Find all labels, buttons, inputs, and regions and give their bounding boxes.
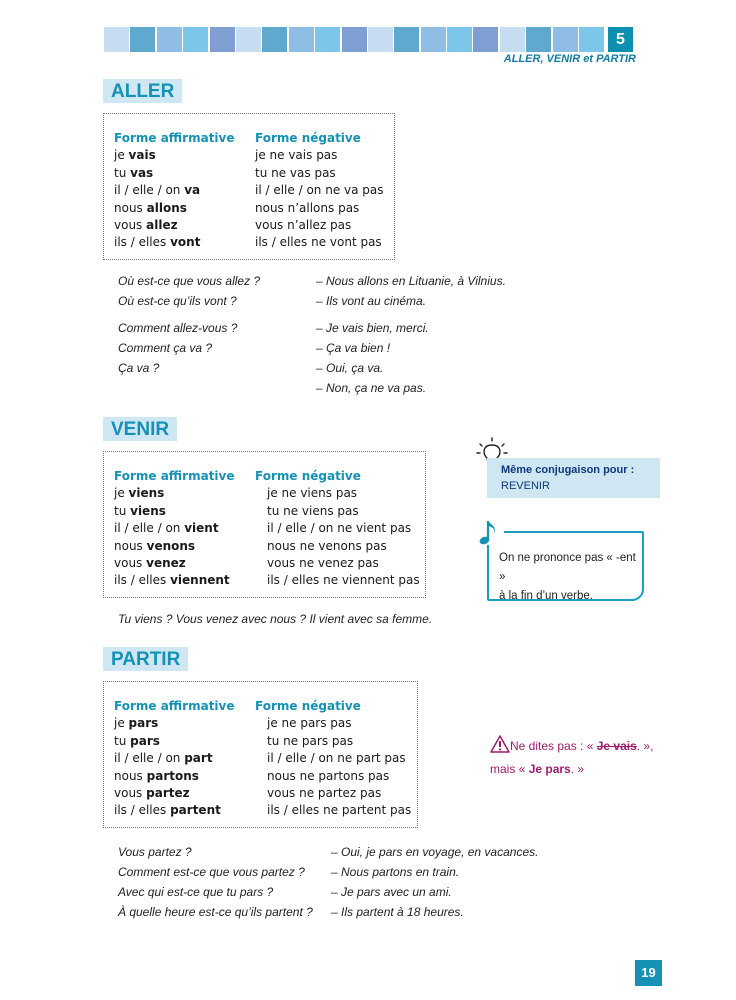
affirmative-row [114,555,235,572]
affirmative-row [114,217,235,234]
negative-row: nous ne partons pas [267,768,390,783]
warning-prefix: Ne dites pas : « [510,739,597,753]
example-line: Comment ça va ? [118,341,213,355]
music-note-icon [476,515,504,549]
verb-form: vas [130,165,154,180]
negative-row: nous ne venons pas [267,538,387,553]
pronoun: je [114,716,129,731]
examples-answers-partir [331,842,538,922]
strip-cell [157,27,182,52]
conjugation-table-venir [103,451,426,598]
section-title-aller: ALLER [103,79,182,103]
negative-row: nous n’allons pas [255,200,360,215]
pronoun: nous [114,768,147,783]
negative-row: vous ne venez pas [267,556,379,571]
example-line: – Je vais bien, merci. [316,321,429,335]
example-line: Ça va ? [118,361,160,375]
strip-cell [315,27,340,52]
affirmative-row [114,572,235,589]
negative-rows [255,715,411,819]
pronoun: je [114,486,129,501]
verb-form: pars [130,733,160,748]
page-number: 19 [635,960,662,986]
strip-cell [289,27,314,52]
example-line: Avec qui est-ce que tu pars ? [118,885,274,899]
affirmative-row [114,200,235,217]
conjugation-table-aller [103,113,395,260]
negative-row: vous n’allez pas [255,218,352,233]
pronunciation-line-1: On ne prononce pas « -ent » [499,552,636,583]
examples-questions-partir [118,842,313,922]
example-line: – Ça va bien ! [316,341,391,355]
verb-form: venez [146,556,186,571]
example-line: Où est-ce qu’ils vont ? [118,294,237,308]
pronunciation-line-2: à la fin d’un verbe. [499,590,593,602]
negative-row: il / elle / on ne vient pas [267,521,412,536]
negative-header: Forme négative [255,699,361,713]
negative-column [255,468,420,590]
pronoun: nous [114,200,147,215]
strip-cell [447,27,472,52]
verb-form: va [184,183,201,198]
conjugation-table-partir [103,681,418,828]
negative-row: vous ne partez pas [267,786,382,801]
tip-title: Même conjugaison pour : [501,464,635,476]
verb-form: viennent [170,573,230,588]
strip-cell [394,27,419,52]
negative-row: il / elle / on ne part pas [267,751,406,766]
strip-cell [368,27,393,52]
negative-header: Forme négative [255,131,361,145]
negative-column [255,130,384,252]
chapter-number: 5 [608,27,633,52]
negative-row: je ne pars pas [267,716,352,731]
example-line: – Non, ça ne va pas. [316,381,427,395]
example-line: – Nous partons en train. [331,865,460,879]
verb-form: venons [146,538,196,553]
negative-row: tu ne viens pas [267,503,359,518]
affirmative-row [114,165,235,182]
affirmative-column [114,698,235,820]
pronoun: vous [114,218,147,233]
strip-cell [262,27,287,52]
example-line: – Je pars avec un ami. [331,885,452,899]
affirmative-header: Forme affirmative [114,469,235,483]
negative-row: tu ne pars pas [267,733,354,748]
affirmative-row [114,733,235,750]
pronoun: il / elle / on [114,751,185,766]
strip-cell [130,27,155,52]
affirmative-row [114,520,235,537]
example-line: – Oui, je pars en voyage, en vacances. [331,845,539,859]
example-line: – Nous allons en Lituanie, à Vilnius. [316,274,506,288]
section-title-partir: PARTIR [103,647,188,671]
verb-form: vais [128,148,156,163]
affirmative-row [114,750,235,767]
affirmative-column [114,130,235,252]
negative-row: tu ne vas pas [255,165,336,180]
verb-form: vont [170,235,201,250]
example-line: Comment allez-vous ? [118,321,238,335]
affirmative-rows [114,715,235,819]
warning-wrong-form: Je vais [596,739,637,753]
pronunciation-note [487,531,644,601]
example-line: Où est-ce que vous allez ? [118,274,261,288]
pronoun: tu [114,733,131,748]
verb-form: allons [146,200,187,215]
header-color-strip [104,27,605,52]
warning-right-form: Je pars [528,762,571,776]
negative-row: ils / elles ne partent pas [267,803,412,818]
affirmative-row [114,715,235,732]
warning-prefix-2: mais « [490,762,529,776]
example-line: À quelle heure est-ce qu’ils partent ? [118,905,313,919]
negative-rows [255,147,384,251]
affirmative-rows [114,147,235,251]
strip-cell [473,27,498,52]
affirmative-row [114,785,235,802]
affirmative-rows [114,485,235,589]
verb-form: viens [128,486,165,501]
negative-header: Forme négative [255,469,361,483]
negative-rows [255,485,420,589]
examples-questions-aller [118,271,260,378]
affirmative-column [114,468,235,590]
tip-text: REVENIR [501,480,550,492]
warning-note [490,735,653,781]
negative-column [255,698,411,820]
affirmative-header: Forme affirmative [114,131,235,145]
example-line: Comment est-ce que vous partez ? [118,865,305,879]
pronoun: tu [114,503,131,518]
affirmative-row [114,768,235,785]
verb-form: pars [128,716,159,731]
verb-form: partons [146,768,199,783]
example-line: – Ils partent à 18 heures. [331,905,464,919]
negative-row: je ne viens pas [267,486,358,501]
pronoun: il / elle / on [114,521,185,536]
warning-mid: . », [636,739,654,753]
affirmative-row [114,503,235,520]
negative-row: je ne vais pas [255,148,338,163]
pronoun: vous [114,786,147,801]
verb-form: viens [130,503,166,518]
strip-cell [104,27,129,52]
negative-row: il / elle / on ne va pas [255,183,384,198]
tip-box [487,458,660,498]
negative-row: ils / elles ne vont pas [255,235,382,250]
negative-row: ils / elles ne viennent pas [267,573,420,588]
strip-cell [553,27,578,52]
warning-suffix: . » [570,762,585,776]
affirmative-header: Forme affirmative [114,699,235,713]
example-venir: Tu viens ? Vous venez avec nous ? Il vient avec sa femme. [118,612,433,626]
strip-cell [421,27,446,52]
pronoun: ils / elles [114,235,171,250]
section-title-venir: VENIR [103,417,177,441]
verb-form: vient [184,521,219,536]
verb-form: partez [146,786,190,801]
affirmative-row [114,147,235,164]
pronoun: tu [114,165,131,180]
strip-cell [236,27,261,52]
verb-form: part [184,751,213,766]
affirmative-row [114,538,235,555]
example-line: Vous partez ? [118,845,192,859]
warning-icon [490,735,510,753]
strip-cell [579,27,604,52]
strip-cell [500,27,525,52]
affirmative-row [114,182,235,199]
pronoun: nous [114,538,147,553]
affirmative-row [114,802,235,819]
pronoun: ils / elles [114,803,171,818]
pronoun: je [114,148,129,163]
affirmative-row [114,234,235,251]
example-line: – Ils vont au cinéma. [316,294,427,308]
pronoun: vous [114,556,147,571]
strip-cell [342,27,367,52]
verb-form: allez [146,218,178,233]
strip-cell [210,27,235,52]
pronoun: ils / elles [114,573,171,588]
pronoun: il / elle / on [114,183,185,198]
example-line: – Oui, ça va. [316,361,384,375]
running-title: ALLER, VENIR et PARTIR [503,53,636,65]
examples-answers-aller [316,271,506,398]
strip-cell [183,27,208,52]
verb-form: partent [170,803,221,818]
affirmative-row [114,485,235,502]
strip-cell [526,27,551,52]
pronunciation-note-text [499,549,642,606]
